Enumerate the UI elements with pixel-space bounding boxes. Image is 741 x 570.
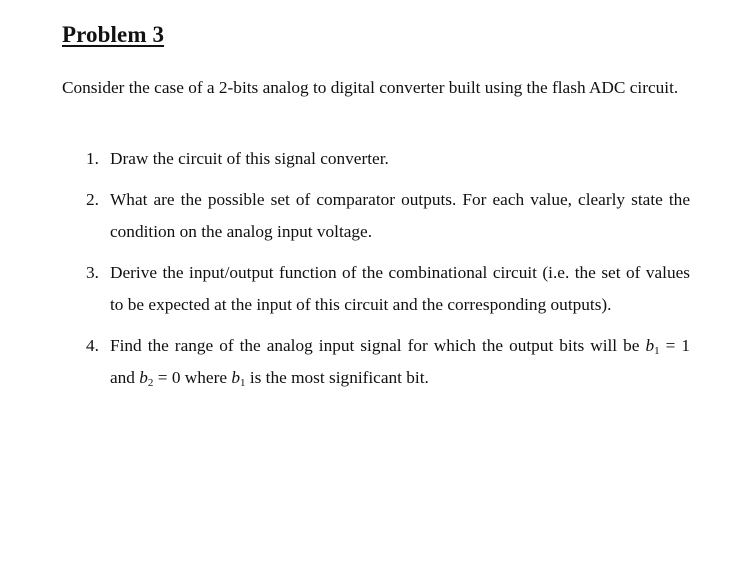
math-equals-0: = 0 bbox=[157, 368, 181, 387]
question-item-1 bbox=[62, 143, 690, 175]
question-number: 4. bbox=[86, 336, 99, 355]
question-item-4 bbox=[62, 330, 690, 394]
question-text: Find the range of the analog input signal for which the output bits will be bbox=[110, 336, 640, 355]
question-number: 3. bbox=[86, 263, 99, 282]
math-variable-b1-msb: b bbox=[231, 368, 240, 387]
question-list bbox=[62, 143, 690, 403]
math-where: where bbox=[184, 368, 228, 387]
math-tail-text: is the most significant bit. bbox=[249, 368, 429, 387]
math-variable-b1: b bbox=[645, 336, 655, 355]
math-subscript-msb: 1 bbox=[239, 377, 246, 389]
problem-intro: Consider the case of a 2-bits analog to digital converter built using the flash ADC circuit. bbox=[62, 78, 679, 97]
problem-title: Problem 3 bbox=[62, 22, 165, 47]
math-subscript-1: 1 bbox=[654, 345, 660, 357]
question-text: What are the possible set of comparator outputs. For each value, clearly state the condition on the analog input voltage. bbox=[110, 190, 690, 241]
question-text: Draw the circuit of this signal converter. bbox=[110, 149, 389, 168]
math-equals-1: = 1 bbox=[665, 336, 690, 355]
question-number: 1. bbox=[86, 149, 99, 168]
math-subscript-2: 2 bbox=[147, 377, 154, 389]
question-item-2 bbox=[62, 184, 690, 248]
question-text: Derive the input/output function of the combinational circuit (i.e. the set of values to be expected at the input of this circuit and the corresponding outputs). bbox=[110, 263, 690, 314]
question-item-3 bbox=[62, 257, 690, 321]
math-and: and bbox=[110, 368, 135, 387]
question-number: 2. bbox=[86, 190, 99, 209]
math-variable-b2: b bbox=[139, 368, 148, 387]
